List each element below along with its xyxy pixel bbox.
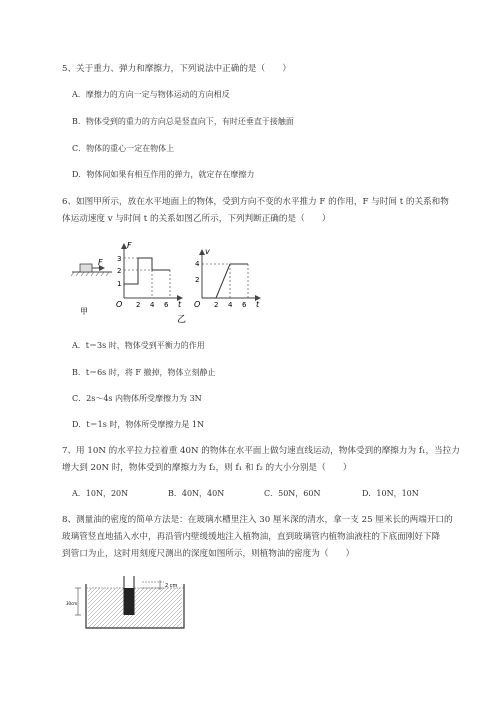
graph-2-x-tick-4: 4 (228, 301, 233, 309)
question-7-stem-line-1: 7、用 10N 的水平拉力拉着重 40N 的物体在水平面上做匀速直线运动，物体受到的摩擦力为 f₁，当拉力 (62, 446, 460, 456)
question-6-figure (62, 236, 272, 326)
graph-2-x-axis-label: t (256, 300, 260, 309)
graph-1-x-axis-label: t (178, 300, 182, 309)
question-7-stem-line-2: 增大到 20N 时，物体受到的摩擦力为 f₂，则 f₁ 和 f₂ 的大小分别是（ ） (62, 463, 352, 473)
figure-jia-block (71, 264, 112, 276)
graph-2-y-tick-4: 4 (195, 260, 200, 268)
graph-1-x-tick-6: 6 (164, 301, 169, 309)
graph-1-y-tick-3: 3 (117, 255, 122, 263)
question-6-stem-line-2: 体运动速度 v 与时间 t 的关系如图乙所示，下列判断正确的是（ ） (62, 214, 331, 224)
depth-label-left: 30cm (66, 601, 78, 606)
graph-2-curve (202, 264, 248, 298)
graph-1-y-tick-1: 1 (117, 280, 122, 288)
question-5-option-d: D．物体间如果有相互作用的弹力，就定存在摩擦力 (72, 170, 255, 179)
graph-1-axes (124, 244, 182, 298)
question-7-option-c: C．50N，60N (264, 489, 321, 498)
graph-1-x-tick-2: 2 (136, 301, 141, 309)
graph-2-origin: O (194, 300, 201, 309)
question-5-stem: 5、关于重力、弹力和摩擦力，下列说法中正确的是（ ） (62, 64, 291, 74)
question-6-option-d: D．t＝1s 时，物体所受摩擦力是 1N (72, 420, 204, 429)
question-5-option-a: A．摩擦力的方向一定与物体运动的方向相反 (72, 90, 230, 99)
question-8-figure (66, 574, 206, 632)
graph-2-y-tick-2: 2 (195, 276, 200, 284)
question-7-option-a: A．10N，20N (72, 489, 129, 498)
graph-1-y-tick-2: 2 (117, 267, 122, 275)
question-6-option-c: C．2s～4s 内物体所受摩擦力为 3N (72, 394, 202, 403)
glass-tube (124, 576, 134, 615)
depth-label-right: 2 cm (165, 583, 178, 589)
question-5-option-b: B．物体受到的重力的方向总是竖直向下，有时还垂直于接触面 (72, 117, 294, 126)
graph-2-x-tick-6: 6 (242, 301, 247, 309)
question-8-stem-line-1: 8、测量油的密度的简单方法是：在玻璃水槽里注入 30 厘米深的清水，拿一支 25 厘米长的两端开口的 (62, 515, 453, 525)
question-6-stem-line-1: 6、如图甲所示，放在水平地面上的物体，受到方向不变的水平推力 F 的作用，F 与时间 t 的关系和物 (62, 197, 449, 207)
graph-2-y-axis-label: v (205, 247, 210, 256)
question-8-stem-line-3: 到管口为止，这时用刻度尺测出的深度如图所示，则植物油的密度为（ ） (62, 549, 355, 559)
graph-1-curve (124, 258, 170, 298)
figure-jia-label: 甲 (80, 307, 88, 316)
graph-2-x-tick-2: 2 (214, 301, 219, 309)
question-7-option-d: D．10N，10N (362, 489, 419, 498)
graph-1-x-tick-4: 4 (150, 301, 155, 309)
graph-2-axes (202, 250, 260, 298)
question-6-option-b: B．t＝6s 时，将 F 撤掉，物体立刻静止 (72, 368, 216, 377)
question-6-option-a: A．t＝3s 时，物体受到平衡力的作用 (72, 341, 205, 350)
question-5-option-c: C．物体的重心一定在物体上 (72, 144, 175, 153)
figure-yi-label: 乙 (177, 315, 187, 325)
graph-1-y-axis-label: F (127, 241, 132, 250)
question-8-stem-line-2: 玻璃管竖直地插入水中，再沿管内壁缓缓地注入植物油，直到玻璃管内植物油液柱的下底面刚好下降 (62, 532, 441, 542)
graph-1-origin: O (116, 300, 123, 309)
glass-tank (86, 584, 184, 628)
figure-force-label: F (98, 258, 103, 267)
question-7-option-b: B．40N，40N (168, 489, 225, 498)
